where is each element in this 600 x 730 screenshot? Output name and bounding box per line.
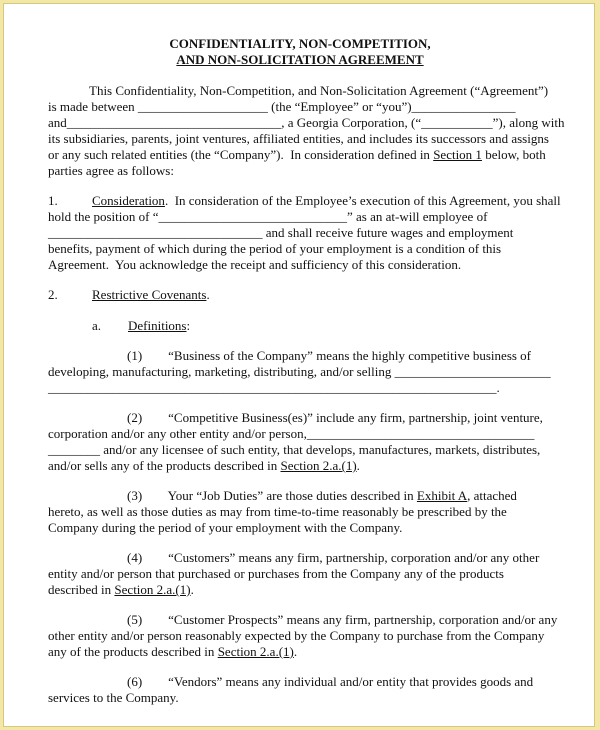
intro-line-5 xyxy=(48,147,546,163)
section-1-number: 1. xyxy=(48,193,58,208)
section-1-line-5: Agreement. You acknowledge the receipt and sufficiency of this consideration. xyxy=(48,257,462,272)
definition-2-line-3: ________ and/or any licensee of such entity, that develops, manufactures, markets, distributes, xyxy=(48,442,541,457)
definition-3-line-1-end: , attached xyxy=(467,488,517,503)
definition-5-line-1: (5) “Customer Prospects” means any firm, partnership, corporation and/or any xyxy=(127,612,558,627)
section-2-heading-end: . xyxy=(206,287,210,302)
definition-4-line-2: entity and/or person that purchased or purchases from the Company any of the products xyxy=(48,566,504,581)
definition-5-line-3-end: . xyxy=(293,644,298,659)
document-title-line1: CONFIDENTIALITY, NON-COMPETITION, xyxy=(169,36,431,51)
definition-5-line-3 xyxy=(48,644,297,660)
definition-2-line-4-text: and/or sells any of the products described in xyxy=(48,458,281,473)
definition-2-line-2: corporation and/or any other entity and/or person,___________________________________ xyxy=(48,426,535,441)
section-1-line-3: _________________________________ and shall receive future wages and employment xyxy=(48,225,514,240)
intro-line-2: is made between ____________________ (the “Employee” or “you”)________________ xyxy=(48,99,516,114)
section-1-line-1-rest: . In consideration of the Employee’s execution of this Agreement, you shall xyxy=(164,193,561,208)
definition-5-line-3-text: any of the products described in xyxy=(48,644,218,659)
section-2-number: 2. xyxy=(48,287,58,302)
definition-3-line-1 xyxy=(127,488,517,504)
definition-6-line-2: services to the Company. xyxy=(48,690,179,705)
subsection-a-end: : xyxy=(186,318,191,333)
intro-line-4: its subsidiaries, parents, joint ventures, affiliated entities, and includes its successors and assigns xyxy=(48,131,549,146)
definition-1-line-3: _____________________________________________________________________. xyxy=(48,380,500,395)
definition-3-line-3: Company during the period of your employment with the Company. xyxy=(48,520,403,535)
definition-4-line-3-end: . xyxy=(190,582,194,597)
section-1-line-1 xyxy=(48,193,561,209)
section-1-line-2: hold the position of “_____________________________” as an at-will employee of xyxy=(48,209,488,224)
subsection-a-number: a. xyxy=(92,318,102,333)
section-2-heading: Restrictive Covenants xyxy=(92,287,207,302)
section-1-heading: Consideration xyxy=(92,193,165,208)
intro-line-3: and_________________________________, a Georgia Corporation, (“___________”), along with xyxy=(48,115,565,130)
definition-5-line-2: other entity and/or person reasonably expected by the Company to purchase from the Company xyxy=(48,628,545,643)
definition-6-line-1: (6) “Vendors” means any individual and/or entity that provides goods and xyxy=(127,674,534,689)
document-title-line2 xyxy=(4,52,596,68)
document-page xyxy=(3,3,595,727)
section-2a1-reference: Section 2.a.(1) xyxy=(217,644,294,659)
definition-1-line-1: (1) “Business of the Company” means the highly competitive business of xyxy=(127,348,532,363)
title-line2-text: AND NON-SOLICITATION AGREEMENT xyxy=(176,52,424,67)
intro-line-6: parties agree as follows: xyxy=(48,163,174,178)
section-1-line-4: benefits, payment of which during the period of your employment is a condition of this xyxy=(48,241,502,256)
definition-4-line-3-text: described in xyxy=(48,582,115,597)
section-2a1-reference: Section 2.a.(1) xyxy=(114,582,191,597)
exhibit-a-reference: Exhibit A xyxy=(416,488,468,503)
definition-2-line-4-end: . xyxy=(356,458,360,473)
subsection-a-heading: Definitions xyxy=(128,318,187,333)
section-1-reference: Section 1 xyxy=(433,147,482,162)
definition-4-line-3 xyxy=(48,582,194,598)
definition-2-line-4 xyxy=(48,458,360,474)
intro-line-5-text: or any such related entities (the “Company”). In consideration defined in xyxy=(48,147,434,162)
intro-line-1: This Confidentiality, Non-Competition, and Non-Solicitation Agreement (“Agreement”) xyxy=(89,83,549,98)
definition-1-line-2: developing, manufacturing, marketing, distributing, and/or selling ________________________ xyxy=(48,364,551,379)
definition-3-line-2: hereto, as well as those duties as may from time-to-time reasonably be prescribed by the xyxy=(48,504,507,519)
definition-3-line-1-text: (3) Your “Job Duties” are those duties described in xyxy=(127,488,417,503)
intro-line-5-end: below, both xyxy=(481,147,546,162)
definition-4-line-1: (4) “Customers” means any firm, partnership, corporation and/or any other xyxy=(127,550,540,565)
section-2a1-reference: Section 2.a.(1) xyxy=(280,458,357,473)
definition-2-line-1: (2) “Competitive Business(es)” include any firm, partnership, joint venture, xyxy=(127,410,543,425)
section-2-heading-line xyxy=(48,287,210,303)
subsection-a-heading-line xyxy=(92,318,190,334)
